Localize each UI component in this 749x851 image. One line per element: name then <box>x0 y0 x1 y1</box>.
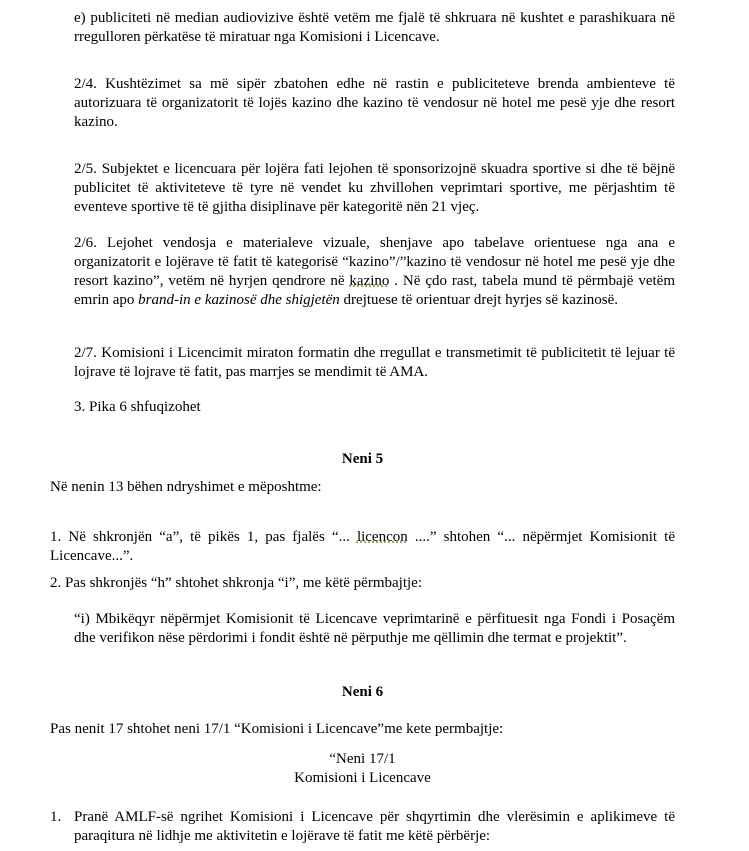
licencon-word: licencon <box>356 529 408 545</box>
sub-heading-neni-17-1: “Neni 17/1 <box>329 751 396 767</box>
paragraph-2-6-part-b: . Në çdo rast, tabela mund të përmbajë vetëm emrin apo <box>74 273 676 308</box>
heading-neni-6: Neni 6 <box>341 684 384 700</box>
item-1-part-b: ....” shtohen “... nëpërmjet Komisionit të Licencave...”. <box>50 529 675 564</box>
kazino-word: kazino <box>349 273 390 289</box>
paragraph-2-5: 2/5. Subjektet e licencuara për lojëra fati lejohen të sponsorizojnë skuadra sportive si dhe të bëjnë publicitet të aktiviteteve të tyre në vendet ku zhvillohen veprimtari sportive, me përjashtim të eventeve sportive të të gjitha disiplinave për kategoritë nën 21 vjeç. <box>74 161 675 215</box>
item-1-part-a: 1. Në shkronjën “a”, të pikës 1, pas fjalës “... <box>50 529 357 545</box>
final-item-number: 1. <box>50 809 62 825</box>
item-1 <box>50 528 675 566</box>
paragraph-2-4: 2/4. Kushtëzimet sa më sipër zbatohen edhe në rastin e publiciteteve brenda ambienteve të autorizuara të organizatorit të lojës kazino dhe kazino të vendosur në hotel me pesë yje dhe resort kazino. <box>74 76 675 130</box>
paragraph-2-6-part-a: 2/6. Lejohet vendosja e materialeve vizuale, shenjave apo tabelave orientuese nga ana e organizatorit e lojërave të fatit të kategorisë “kazino”/”kazino të vendosur në hotel me pesë yje dhe resort kazino”, vetëm në hyrjen qendrore në <box>74 235 675 289</box>
paragraph-2-6-part-c: drejtuese të orientuar drejt hyrjes së kazinosë. <box>339 292 619 308</box>
paragraph-2-6 <box>74 234 675 310</box>
final-item-text: Pranë AMLF-së ngrihet Komisioni i Licencave për shqyrtimin dhe vlerësimin e aplikimeve të paraqitura në lidhje me aktivitetin e lojërave të fatit me këtë përbërje: <box>74 809 675 844</box>
sub-heading-komisioni: Komisioni i Licencave <box>294 770 431 786</box>
paragraph-2-7: 2/7. Komisioni i Licencimit miraton formatin dhe rregullat e transmetimit të publicitetit të lejuar të lojrave të lojrave të fatit, pas marrjes se mendimit të AMA. <box>74 345 675 380</box>
paragraph-2-6-italic: brand-in e kazinosë dhe shigjetën <box>138 292 340 308</box>
intro-neni-6: Pas nenit 17 shtohet neni 17/1 “Komisioni i Licencave”me kete permbajtje: <box>50 721 504 737</box>
item-2-quote: “i) Mbikëqyr nëpërmjet Komisionit të Licencave veprimtarinë e përfituesit nga Fondi i Posaçëm dhe verifikon nëse përdorimi i fondit është në përputhje me qëllimin dhe termat e projektit”. <box>74 611 675 646</box>
heading-neni-5: Neni 5 <box>341 451 384 467</box>
paragraph-3: 3. Pika 6 shfuqizohet <box>74 399 201 415</box>
item-2: 2. Pas shkronjës “h” shtohet shkronja “i”, me këtë përmbajtje: <box>50 575 422 591</box>
intro-neni-5: Në nenin 13 bëhen ndryshimet e mëposhtme: <box>50 479 322 495</box>
paragraph-e: e) publiciteti në median audiovizive është vetëm me fjalë të shkruara në kushtet e parashikuara në rregulloren përkatëse të miratuar nga Komisioni i Licencave. <box>74 10 675 45</box>
